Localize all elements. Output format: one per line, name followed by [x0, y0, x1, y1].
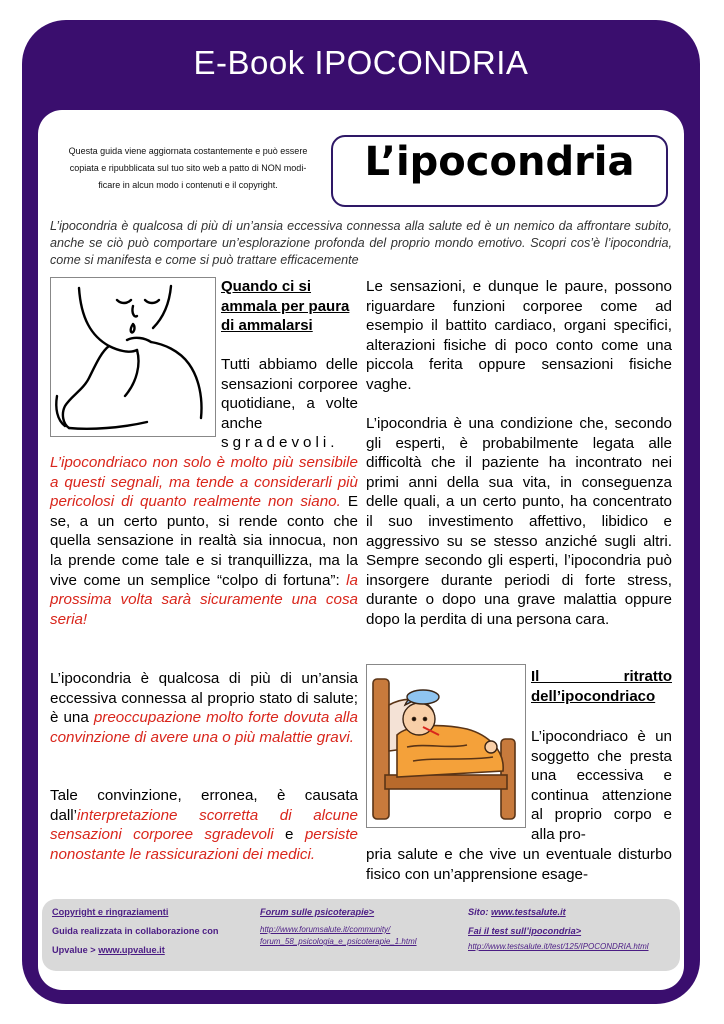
footer-forum [260, 903, 460, 948]
section-heading-fear: Quando ci si ammala per paura di ammalarsi [221, 278, 350, 335]
paragraph-text: Tale convinzione, erronea, è causata dall’ [50, 787, 358, 824]
highlighted-text: interpretazione scorretta di alcune sensazioni corporee sgradevoli [50, 806, 358, 844]
highlighted-text: persiste nonostante le rassicurazioni dei medici. [50, 826, 359, 863]
footer-text: Upvalue > [52, 945, 99, 955]
paragraph [50, 669, 358, 747]
forum-url-link[interactable]: http://www.forumsalute.it/community/ [260, 925, 391, 934]
ebook-title: E-Book IPOCONDRIA [193, 44, 529, 81]
highlighted-text: preoccupazione molto forte dovuta alla convinzione di avere una o più malattie gravi. [50, 709, 358, 746]
paragraph-text: Le sensazioni, e dunque le paure, possono riguardare funzioni corporee come ad esempio il battito cardiaco, organi specifici, alterazioni fisiche di poco conto come una piccola ferita oppure sensazioni fisiche vaghe. [366, 278, 672, 393]
test-url-link[interactable]: http://www.testsalute.it/test/125/IPOCONDRIA.html [468, 942, 649, 951]
paragraph-text: pria salute e che vive un eventuale disturbo fisico con un’apprensione esage- [366, 846, 672, 883]
section-heading-portrait [531, 667, 672, 706]
intro-paragraph: L’ipocondria è qualcosa di più di un’ansia eccessiva connessa alla salute ed è un nemico da affrontare subito, anche se ciò può comportare un’esplorazione profonda del proprio mondo emotivo. Scopri cos’è l’ipocondria, come si manifesta e come si può trattare efficacemente [50, 219, 672, 267]
sick-person-in-bed-icon [367, 665, 525, 827]
footer-copyright-link[interactable]: Copyright e ringraziamenti [52, 907, 169, 917]
forum-url-link[interactable]: forum_58_psicologia_e_psicoterapie_1.html [260, 937, 417, 946]
notice-line: Questa guida viene aggiornata costantemente e può essere [68, 146, 308, 156]
footer-text [52, 941, 252, 960]
paragraph-text: sgradevoli. [221, 434, 339, 451]
paragraph-text: L’ipocondriaco è un soggetto che presta una eccessiva e continua attenzione al proprio corpo e alla pro- [531, 728, 672, 843]
paragraph [50, 453, 358, 629]
page-title: L’ipocondria [364, 139, 635, 185]
paragraph-text: e [273, 826, 305, 844]
paragraph-text: Tutti abbiamo delle sensazioni corporee quotidiane, a volte anche [221, 356, 358, 432]
footer-site [468, 903, 678, 953]
notice-line: ficare in alcun modo i contenuti e il copyright. [98, 180, 278, 190]
footer-credits [52, 903, 252, 960]
paragraph-text: E se, a un certo punto, si rende conto che quella sensazione in realtà sia innocua, non la prende come tale e si tranquillizza, ma la vive come un semplice “colpo di fortuna”: [50, 493, 358, 589]
paragraph [50, 786, 358, 864]
upvalue-link[interactable]: www.upvalue.it [98, 945, 165, 955]
notice-line: copiata e ripubblicata sul tuo sito web a patto di NON modi- [69, 163, 307, 173]
footer-text: Guida realizzata in collaborazione con [52, 926, 219, 936]
worried-person-icon [51, 278, 215, 436]
forum-link[interactable]: Forum sulle psicoterapie> [260, 907, 375, 917]
highlighted-text: la prossima volta sarà sicuramente una cosa seria! [50, 571, 358, 628]
testsalute-link[interactable]: www.testsalute.it [490, 907, 566, 917]
copyright-notice [50, 143, 326, 194]
heading-text: Il ritratto dell’ipocondriaco [531, 668, 672, 705]
highlighted-text: L’ipocondriaco non solo è molto più sensibile a questi segnali, ma tende a considerarli più pericolosi di quanto realmente non siano. [50, 454, 358, 511]
footer-text: Sito: [468, 907, 491, 917]
worried-person-illustration [50, 277, 216, 437]
site-line [468, 903, 678, 922]
paragraph-text: L’ipocondria è qualcosa di più di un’ansia eccessiva connessa al proprio stato di salute; è una [50, 670, 358, 727]
test-link[interactable]: Fai il test sull’ipocondria> [468, 926, 582, 936]
paragraph-text: L’ipocondria è una condizione che, secondo gli esperti, è probabilmente legata alle difficoltà che il paziente ha incontrato nei primi anni della sua vita, in conseguenza delle quali, a un certo punto, ha concentrato il suo investimento affettivo, libidico e aggressivo su se stesso anziché sugli altri. Sempre secondo gli esperti, l’ipocondria può insorgere durante periodi di forte stress, durante o dopo una grave malattia oppure dopo la perdita di una persona cara. [366, 415, 672, 628]
sick-in-bed-illustration [366, 664, 526, 828]
